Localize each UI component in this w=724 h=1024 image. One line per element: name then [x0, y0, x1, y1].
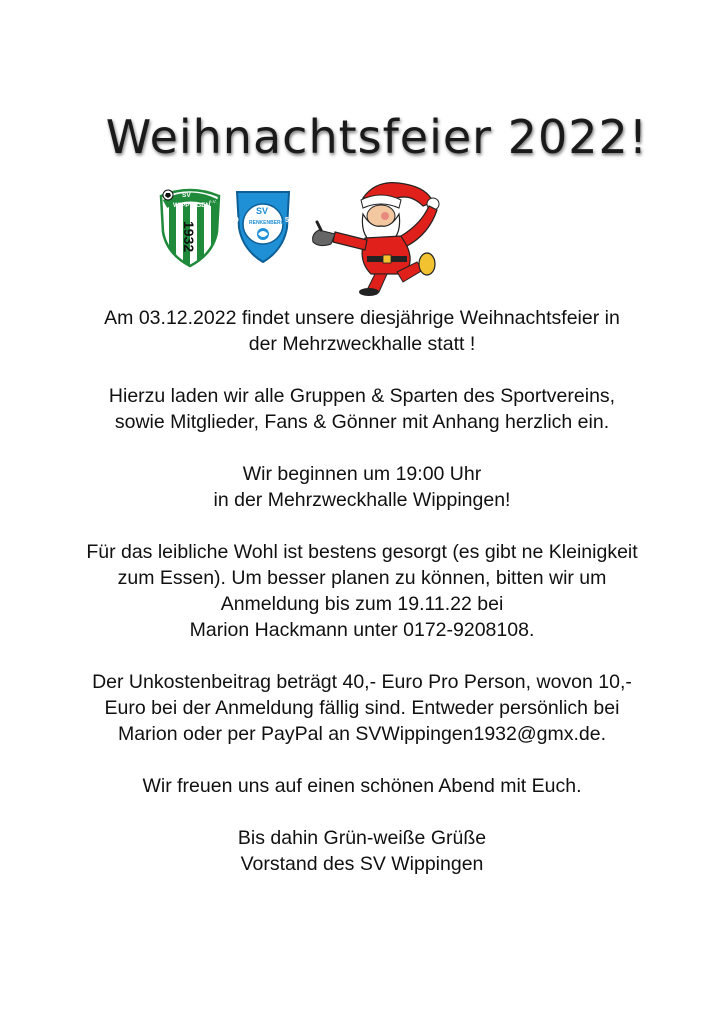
sv-wippingen-logo — [155, 182, 225, 268]
logo-row — [0, 178, 724, 298]
svg-text:e.V.: e.V. — [209, 199, 217, 204]
text-line: in der Mehrzweckhalle Wippingen! — [213, 489, 511, 511]
text-line: Marion oder per PayPal an SVWippingen1932@gmx.de. — [117, 723, 607, 745]
page-title: Weihnachtsfeier 2022! — [105, 110, 649, 164]
paragraph-fee — [0, 669, 724, 747]
svg-text:56: 56 — [285, 217, 293, 224]
svg-text:SV: SV — [182, 192, 191, 199]
svg-text:1932: 1932 — [181, 221, 197, 253]
text-line: Hierzu laden wir alle Gruppen & Sparten des Sportvereins, — [108, 385, 616, 407]
paragraph-signature — [0, 825, 724, 877]
text-line: Marion Hackmann unter 0172-9208108. — [189, 619, 535, 641]
text-line: zum Essen). Um besser planen zu können, bitten wir um — [117, 567, 607, 589]
text-line: der Mehrzweckhalle statt ! — [248, 333, 476, 355]
sv-renkenberge-logo — [229, 184, 297, 264]
text-line: Bis dahin Grün-weiße Grüße — [237, 827, 487, 849]
paragraph-invitation — [0, 383, 724, 435]
svg-text:WIPPINGEN: WIPPINGEN — [173, 202, 211, 209]
paragraph-start-time — [0, 461, 724, 513]
text-line: Für das leibliche Wohl ist bestens gesorgt (es gibt ne Kleinigkeit — [86, 541, 638, 563]
santa-claus-icon — [305, 178, 445, 296]
text-line: Euro bei der Anmeldung fällig sind. Entweder persönlich bei — [104, 697, 620, 719]
text-line: Vorstand des SV Wippingen — [240, 853, 484, 875]
text-line: sowie Mitglieder, Fans & Gönner mit Anhang herzlich ein. — [114, 411, 610, 433]
text-line: Der Unkostenbeitrag beträgt 40,- Euro Pro Person, wovon 10,- — [92, 671, 632, 693]
svg-text:19: 19 — [231, 217, 239, 224]
text-line: Wir freuen uns auf einen schönen Abend mit Euch. — [142, 775, 582, 797]
paragraph-date — [0, 305, 724, 357]
text-line: Wir beginnen um 19:00 Uhr — [242, 463, 482, 485]
svg-text:SV: SV — [256, 206, 269, 216]
text-line: Am 03.12.2022 findet unsere diesjährige Weihnachtsfeier in — [104, 307, 620, 329]
svg-text:RENKENBERGE: RENKENBERGE — [249, 220, 288, 226]
paragraph-registration — [0, 539, 724, 643]
invitation-text — [0, 305, 724, 903]
paragraph-closing — [0, 773, 724, 799]
text-line: Anmeldung bis zum 19.11.22 bei — [220, 593, 504, 615]
